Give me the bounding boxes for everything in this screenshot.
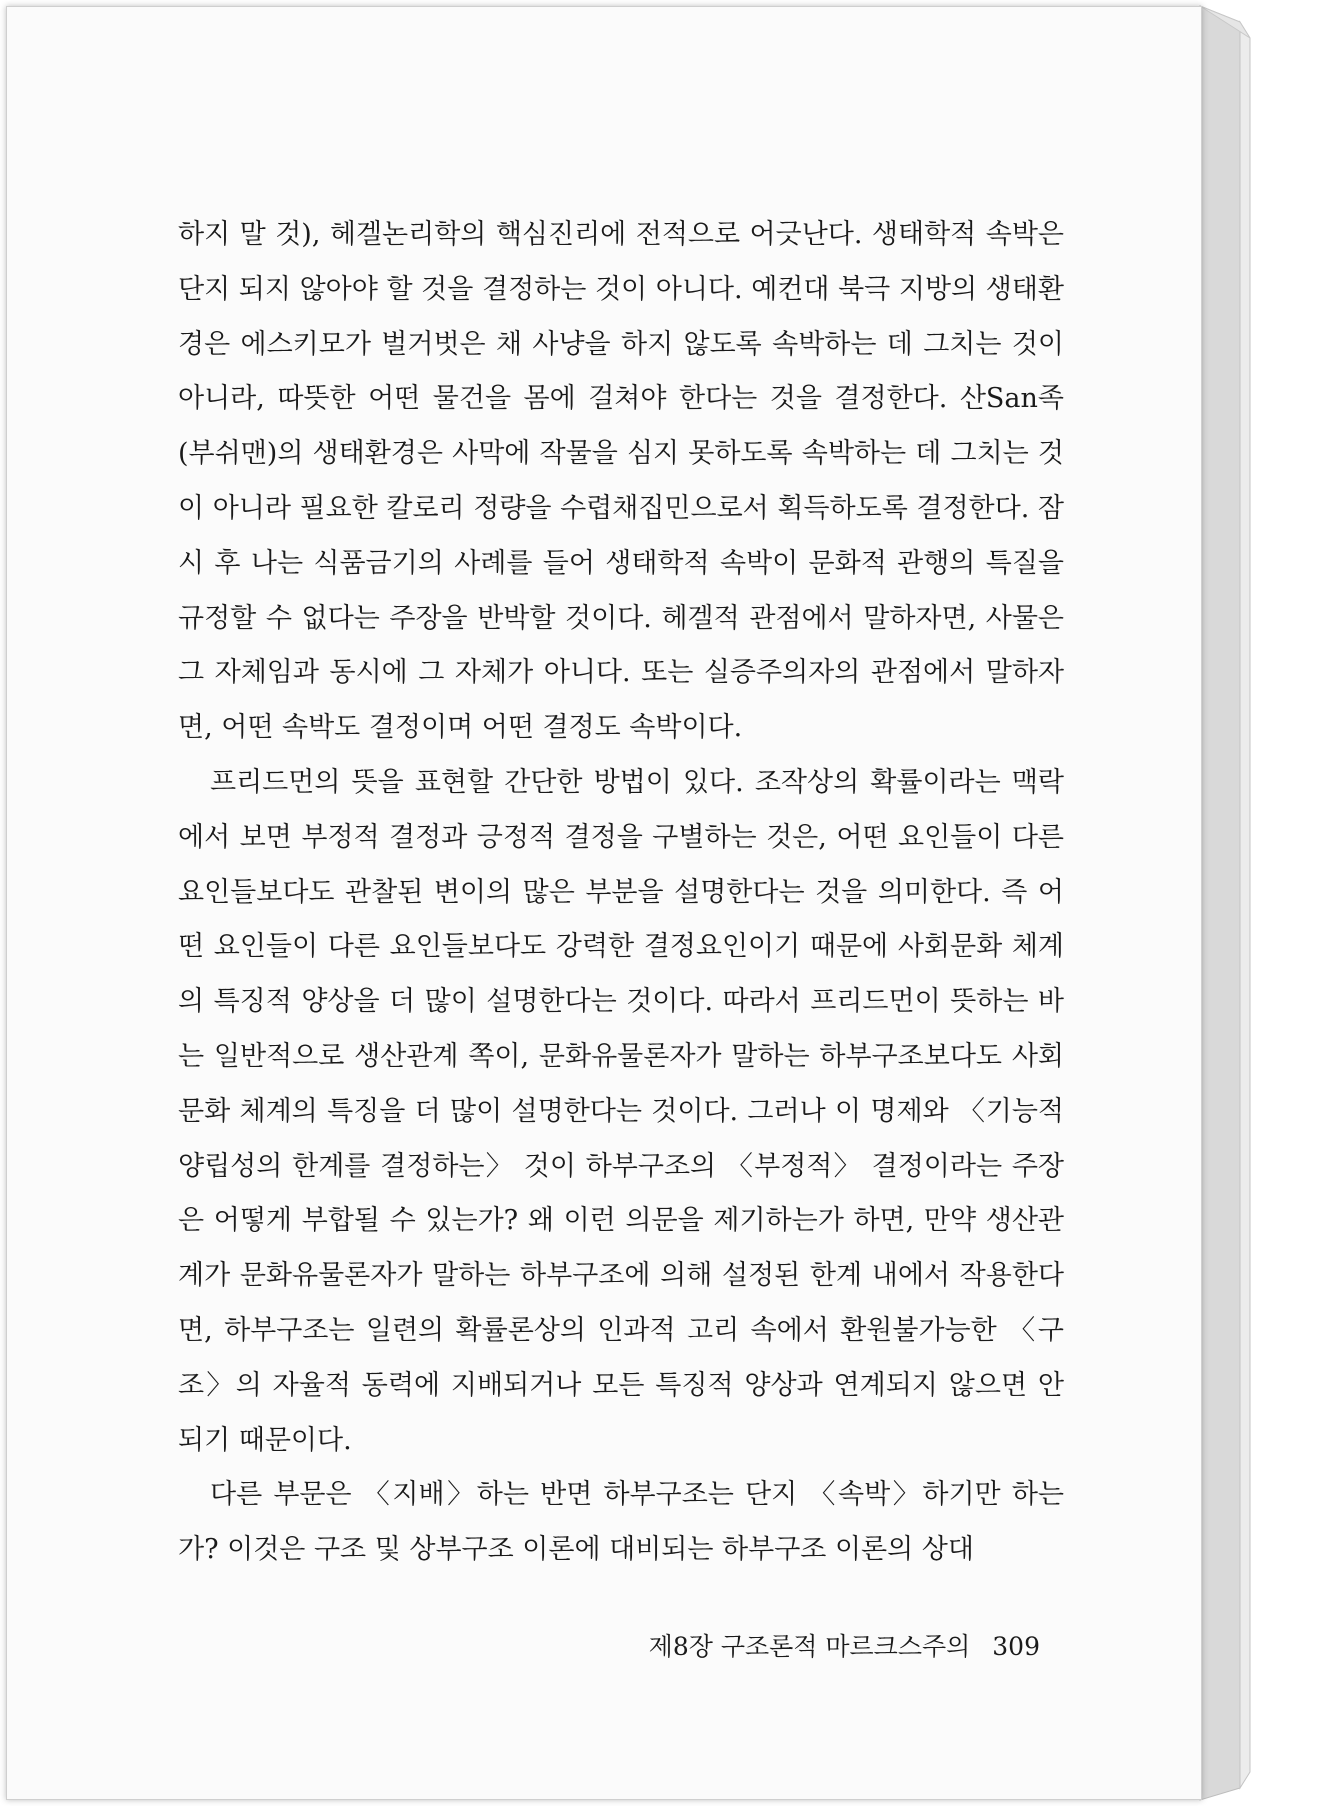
- page-body: [178, 208, 1064, 1578]
- paragraph: 하지 말 것), 헤겔논리학의 핵심진리에 전적으로 어긋난다. 생태학적 속박은 단지 되지 않아야 할 것을 결정하는 것이 아니다. 예컨대 북극 지방의 생태환경은 에스키모가 벌거벗은 채 사냥을 하지 않도록 속박하는 데 그치는 것이 아니라, 따뜻한 어떤 물건을 몸에 걸쳐야 한다는 것을 결정한다. 산San족(부쉬맨)의 생태환경은 사막에 작물을 심지 못하도록 속박하는 데 그치는 것이 아니라 필요한 칼로리 정량을 수렵채집민으로서 획득하도록 결정한다. 잠시 후 나는 식품금기의 사례를 들어 생태학적 속박이 문화적 관행의 특질을 규정할 수 없다는 주장을 반박할 것이다. 헤겔적 관점에서 말하자면, 사물은 그 자체임과 동시에 그 자체가 아니다. 또는 실증주의자의 관점에서 말하자면, 어떤 속박도 결정이며 어떤 결정도 속박이다.: [178, 219, 1064, 744]
- chapter-title: 제8장 구조론적 마르크스주의: [648, 1632, 971, 1661]
- paragraph: 프리드먼의 뜻을 표현할 간단한 방법이 있다. 조작상의 확률이라는 맥락에서 보면 부정적 결정과 긍정적 결정을 구별하는 것은, 어떤 요인들이 다른 요인들보다도 관찰된 변이의 많은 부분을 설명한다는 것을 의미한다. 즉 어떤 요인들이 다른 요인들보다도 강력한 결정요인이기 때문에 사회문화 체계의 특징적 양상을 더 많이 설명한다는 것이다. 따라서 프리드먼이 뜻하는 바는 일반적으로 생산관계 쪽이, 문화유물론자가 말하는 하부구조보다도 사회문화 체계의 특징을 더 많이 설명한다는 것이다. 그러나 이 명제와 〈기능적 양립성의 한계를 결정하는〉 것이 하부구조의 〈부정적〉 결정이라는 주장은 어떻게 부합될 수 있는가? 왜 이런 의문을 제기하는가 하면, 만약 생산관계가 문화유물론자가 말하는 하부구조에 의해 설정된 한계 내에서 작용한다면, 하부구조는 일련의 확률론상의 인과적 고리 속에서 환원불가능한 〈구조〉의 자율적 동력에 지배되거나 모든 특징적 양상과 연계되지 않으면 안되기 때문이다.: [178, 766, 1064, 1456]
- page-number: 309: [992, 1632, 1040, 1661]
- paragraph: 다른 부문은 〈지배〉하는 반면 하부구조는 단지 〈속박〉하기만 하는가? 이것은 구조 및 상부구조 이론에 대비되는 하부구조 이론의 상대: [178, 1479, 1064, 1566]
- running-footer: [0, 1627, 1040, 1663]
